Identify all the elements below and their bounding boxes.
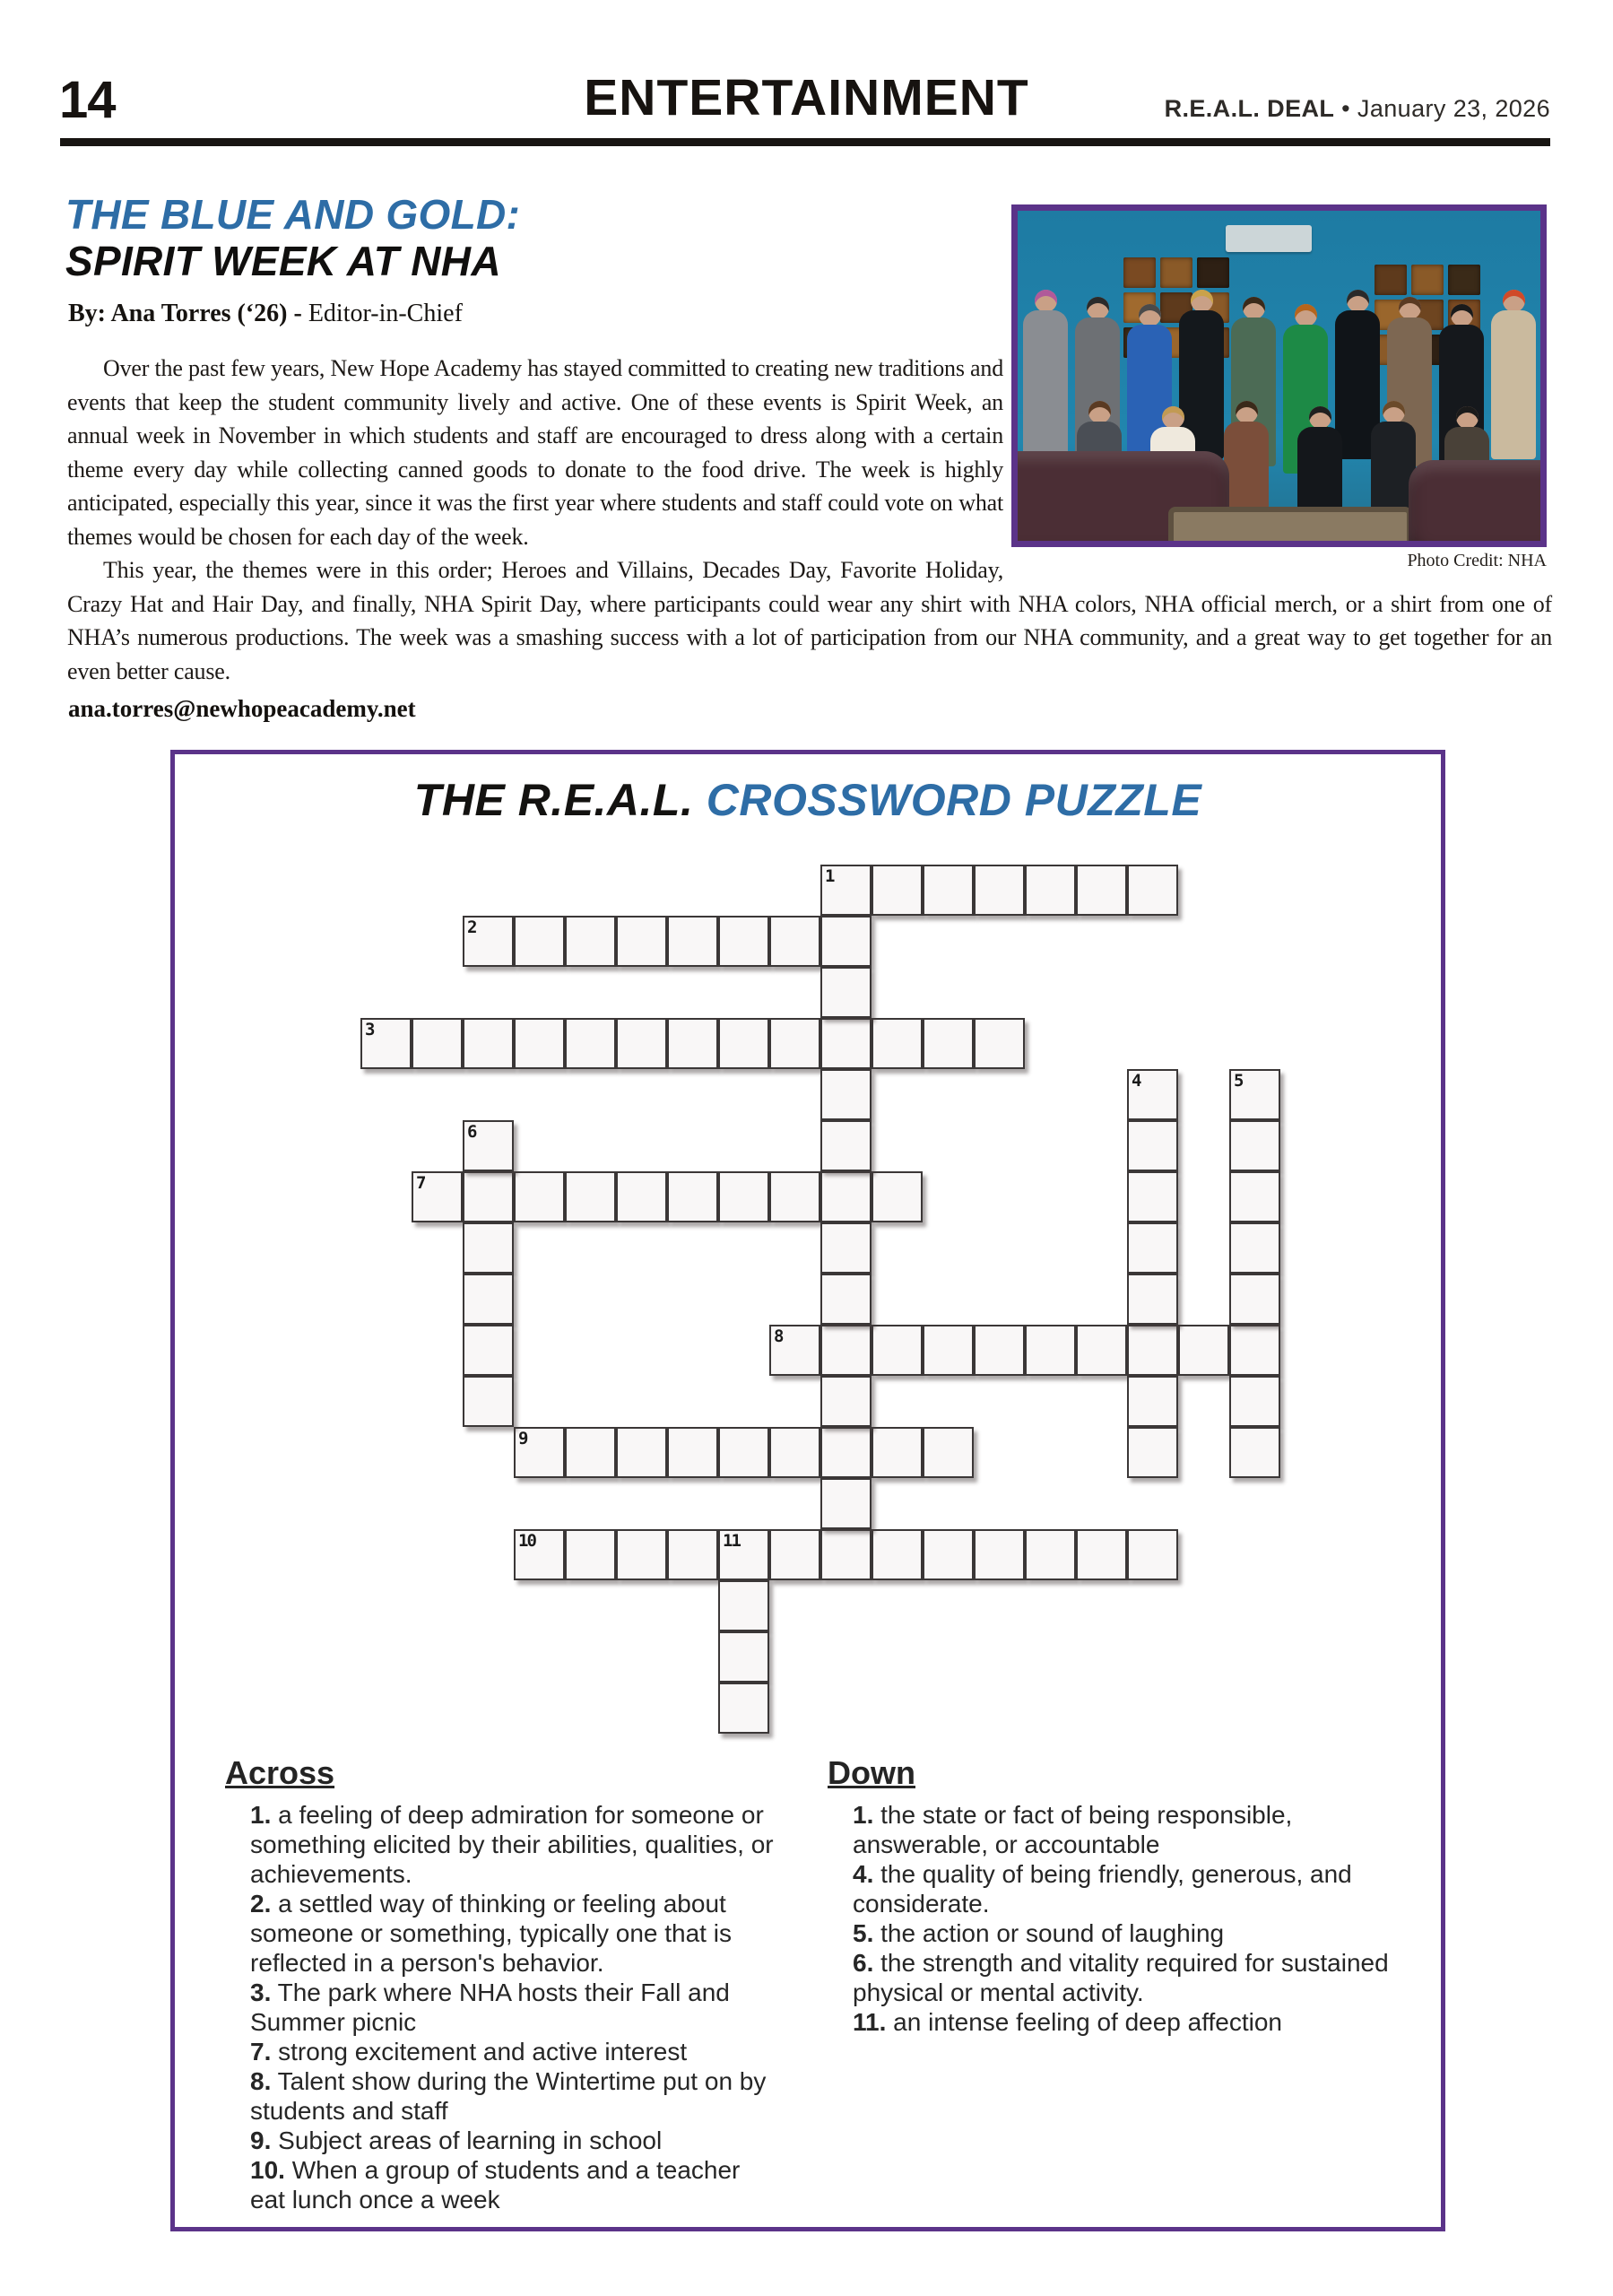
clue-number: 8. [250, 2067, 272, 2095]
crossword-cell[interactable] [667, 1171, 718, 1222]
crossword-cell[interactable] [820, 1529, 872, 1580]
clue-number: 1. [250, 1801, 272, 1829]
crossword-cell[interactable] [1025, 1325, 1076, 1376]
clue-number: 9. [250, 2126, 272, 2154]
crossword-cell[interactable] [1127, 1274, 1178, 1325]
crossword-cell-number: 10 [518, 1531, 535, 1551]
byline-role: Editor-in-Chief [308, 300, 463, 327]
clue-text: Talent show during the Wintertime put on by students and staff [250, 2067, 767, 2125]
body-paragraph-1: Over the past few years, New Hope Academy has stayed committed to creating new traditions and events that keep the student community lively and active. One of these events is Spirit Week, an annual week in November in which students and staff are encouraged to dress along with a certain theme every day while collecting canned goods to donate to the food drive. The week is highly anticipated, especially this year, since it was the first year where students and staff could vote on what themes would be chosen for each day of the week. [67, 355, 1003, 550]
clue-text: the quality of being friendly, generous, and considerate. [853, 1860, 1352, 1918]
crossword-cell[interactable] [1229, 1120, 1280, 1171]
crossword-cell[interactable] [974, 1529, 1025, 1580]
crossword-cell[interactable] [872, 1427, 923, 1478]
crossword-cell[interactable] [769, 1018, 820, 1069]
crossword-cell[interactable] [360, 1018, 412, 1069]
crossword-cell[interactable] [820, 916, 872, 967]
crossword-cell[interactable] [616, 1529, 667, 1580]
crossword-cell-number: 6 [467, 1122, 476, 1142]
crossword-cell[interactable] [1127, 1376, 1178, 1427]
crossword-cell[interactable] [718, 1018, 769, 1069]
crossword-cell[interactable] [820, 1171, 872, 1222]
crossword-cell-number: 8 [774, 1326, 783, 1346]
clue-number: 5. [853, 1919, 874, 1947]
crossword-box [170, 750, 1445, 2231]
clue-text: the strength and vitality required for sustained physical or mental activity. [853, 1949, 1389, 2006]
crossword-cell[interactable] [769, 1529, 820, 1580]
clue-number: 1. [853, 1801, 874, 1829]
crossword-cell[interactable] [1229, 1171, 1280, 1222]
crossword-title-blue: CROSSWORD PUZZLE [706, 775, 1202, 825]
crossword-cell[interactable] [769, 1171, 820, 1222]
clue-number: 3. [250, 1979, 272, 2006]
crossword-cell[interactable] [565, 916, 616, 967]
crossword-cell[interactable] [872, 1018, 923, 1069]
crossword-cell[interactable] [1178, 1325, 1229, 1376]
crossword-cell[interactable] [820, 1325, 872, 1376]
wall-vent [1226, 225, 1312, 252]
person-head [1139, 304, 1161, 326]
clue-item [828, 1800, 1401, 1859]
crossword-cell-number: 11 [723, 1531, 740, 1551]
crossword-cell[interactable] [1127, 1120, 1178, 1171]
crossword-cell[interactable] [463, 1018, 514, 1069]
clue-item [225, 1800, 777, 1889]
crossword-cell[interactable] [718, 1427, 769, 1478]
crossword-cell[interactable] [923, 865, 974, 916]
crossword-cell[interactable] [974, 865, 1025, 916]
crossword-cell[interactable] [820, 1120, 872, 1171]
crossword-cell[interactable] [565, 1427, 616, 1478]
crossword-cell[interactable] [1076, 1529, 1127, 1580]
crossword-cell-number: 1 [825, 866, 834, 886]
body-paragraph-2: This year, the themes were in this order; Heroes and Villains, Decades Day, Favorite Holiday, Crazy Hat and Hair Day, and finally, NHA Spirit Day, where participants could wear any shirt with NHA colors, NHA official merch, or a shirt from one of NHA’s numerous productions. The week was a smashing success with a lot of participation from our NHA community, and a great way to get together for an even better cause. [67, 557, 1552, 684]
clue-item [225, 1978, 777, 2037]
clue-text: the state or fact of being responsible, answerable, or accountable [853, 1801, 1293, 1858]
author-email: ana.torres@newhopeacademy.net [68, 695, 416, 722]
person-head [1087, 297, 1109, 319]
clue-item [828, 1859, 1401, 1918]
crossword-cell[interactable] [616, 1427, 667, 1478]
crossword-cell-number: 9 [518, 1429, 527, 1448]
crossword-cell[interactable] [616, 916, 667, 967]
wall-art-tile [1411, 265, 1444, 295]
person-head [1347, 290, 1369, 312]
crossword-cell[interactable] [923, 1325, 974, 1376]
crossword-cell[interactable] [514, 1529, 565, 1580]
crossword-cell[interactable] [1127, 1069, 1178, 1120]
byline [68, 300, 463, 328]
crossword-cell[interactable] [1127, 1529, 1178, 1580]
article-body [67, 352, 1552, 688]
crossword-cell[interactable] [412, 1171, 463, 1222]
clue-number: 4. [853, 1860, 874, 1888]
crossword-cell[interactable] [974, 1018, 1025, 1069]
photo-credit: Photo Credit: NHA [1407, 551, 1547, 570]
clue-item [225, 2066, 777, 2126]
across-clues [225, 1755, 777, 2214]
wall-art-tile [1160, 257, 1192, 288]
crossword-cell-number: 3 [365, 1020, 374, 1039]
crossword-cell[interactable] [872, 865, 923, 916]
crossword-cell[interactable] [667, 916, 718, 967]
crossword-cell[interactable] [463, 1274, 514, 1325]
crossword-cell[interactable] [872, 1325, 923, 1376]
article-title-line2: SPIRIT WEEK AT NHA [65, 238, 501, 284]
section-title: ENTERTAINMENT [584, 69, 1029, 126]
crossword-cell[interactable] [820, 1427, 872, 1478]
crossword-cell[interactable] [514, 1171, 565, 1222]
crossword-cell[interactable] [820, 1376, 872, 1427]
clue-text: an intense feeling of deep affection [886, 2008, 1282, 2036]
crossword-cell[interactable] [820, 1222, 872, 1274]
crossword-cell[interactable] [1127, 865, 1178, 916]
crossword-cell[interactable] [769, 1325, 820, 1376]
crossword-cell[interactable] [667, 1427, 718, 1478]
crossword-cell[interactable] [769, 1427, 820, 1478]
down-clues [828, 1755, 1401, 2037]
clue-text: the action or sound of laughing [873, 1919, 1225, 1947]
clue-text: a feeling of deep admiration for someone or something elicited by their abilities, qualities, or achievements. [250, 1801, 774, 1888]
crossword-cell[interactable] [463, 916, 514, 967]
crossword-cell[interactable] [1229, 1376, 1280, 1427]
clue-number: 10. [250, 2156, 285, 2184]
crossword-cell[interactable] [872, 1529, 923, 1580]
crossword-cell[interactable] [667, 1018, 718, 1069]
crossword-cell[interactable] [463, 1171, 514, 1222]
wall-art-tile [1197, 257, 1229, 288]
crossword-cell[interactable] [1076, 865, 1127, 916]
person-head [1503, 290, 1525, 312]
crossword-grid [360, 865, 1280, 1734]
clue-item [225, 2126, 777, 2155]
crossword-cell[interactable] [1229, 1325, 1280, 1376]
wall-art-tile [1123, 257, 1156, 288]
crossword-cell[interactable] [514, 916, 565, 967]
crossword-cell[interactable] [923, 1529, 974, 1580]
article-title-line1: THE BLUE AND GOLD: [65, 191, 521, 238]
clue-text: strong excitement and active interest [271, 2038, 688, 2066]
byline-author: By: Ana Torres (‘26) - [68, 300, 308, 327]
crossword-cell[interactable] [718, 1580, 769, 1631]
clue-text: Subject areas of learning in school [271, 2126, 663, 2154]
person-head [1399, 297, 1421, 319]
photo-wrap-spacer [1003, 352, 1552, 578]
clue-text: The park where NHA hosts their Fall and Summer picnic [250, 1979, 730, 2036]
crossword-cell[interactable] [718, 1529, 769, 1580]
crossword-cell[interactable] [565, 1171, 616, 1222]
person-head [1295, 304, 1317, 326]
clue-text: When a group of students and a teacher eat lunch once a week [250, 2156, 741, 2213]
crossword-cell[interactable] [718, 1171, 769, 1222]
crossword-cell[interactable] [769, 916, 820, 967]
crossword-cell[interactable] [820, 1069, 872, 1120]
crossword-cell[interactable] [1229, 1274, 1280, 1325]
person-head [1035, 290, 1057, 312]
clue-number: 2. [250, 1890, 272, 1918]
crossword-title-black: THE R.E.A.L. [413, 775, 707, 825]
crossword-cell[interactable] [1076, 1325, 1127, 1376]
crossword-cell[interactable] [667, 1529, 718, 1580]
clue-number: 6. [853, 1949, 874, 1977]
crossword-cell[interactable] [820, 967, 872, 1018]
down-heading: Down [828, 1754, 915, 1791]
across-heading: Across [225, 1754, 335, 1791]
clue-item [828, 1948, 1401, 2007]
crossword-title [175, 774, 1441, 826]
crossword-cell[interactable] [974, 1325, 1025, 1376]
crossword-cell-number: 2 [467, 918, 476, 937]
crossword-cell[interactable] [1025, 1529, 1076, 1580]
clue-item [828, 2007, 1401, 2037]
crossword-cell[interactable] [1127, 1171, 1178, 1222]
crossword-cell[interactable] [923, 1018, 974, 1069]
crossword-cell[interactable] [565, 1529, 616, 1580]
crossword-cell[interactable] [1025, 865, 1076, 916]
crossword-cell[interactable] [463, 1376, 514, 1427]
crossword-cell[interactable] [820, 865, 872, 916]
crossword-cell[interactable] [820, 1274, 872, 1325]
clue-item [225, 2155, 777, 2214]
crossword-cell[interactable] [463, 1325, 514, 1376]
crossword-cell[interactable] [1127, 1325, 1178, 1376]
crossword-cell-number: 5 [1234, 1071, 1243, 1091]
page-number: 14 [59, 71, 116, 129]
crossword-cell[interactable] [923, 1427, 974, 1478]
person-head [1191, 290, 1213, 312]
clue-number: 11. [853, 2008, 887, 2036]
crossword-cell[interactable] [718, 916, 769, 967]
crossword-cell[interactable] [820, 1018, 872, 1069]
crossword-cell[interactable] [1229, 1222, 1280, 1274]
crossword-cell[interactable] [463, 1120, 514, 1171]
crossword-cell-number: 7 [416, 1173, 425, 1193]
crossword-cell[interactable] [1229, 1069, 1280, 1120]
crossword-cell[interactable] [514, 1018, 565, 1069]
crossword-cell[interactable] [1127, 1222, 1178, 1274]
crossword-cell-number: 4 [1132, 1071, 1140, 1091]
crossword-cell[interactable] [1127, 1427, 1178, 1478]
masthead-date [1165, 95, 1550, 123]
clue-number: 7. [250, 2038, 272, 2066]
masthead-date-text: • January 23, 2026 [1334, 95, 1550, 122]
crossword-cell[interactable] [718, 1631, 769, 1683]
crossword-cell[interactable] [616, 1018, 667, 1069]
crossword-cell[interactable] [616, 1171, 667, 1222]
crossword-cell[interactable] [412, 1018, 463, 1069]
crossword-cell[interactable] [514, 1427, 565, 1478]
crossword-cell[interactable] [565, 1018, 616, 1069]
crossword-cell[interactable] [463, 1222, 514, 1274]
crossword-cell[interactable] [820, 1478, 872, 1529]
person-head [1451, 304, 1473, 326]
clue-text: a settled way of thinking or feeling about someone or something, typically one that is reflected in a person's behavior. [250, 1890, 732, 1977]
header-rule [60, 138, 1550, 146]
crossword-cell[interactable] [718, 1683, 769, 1734]
masthead-name: R.E.A.L. DEAL [1164, 95, 1335, 122]
crossword-cell[interactable] [872, 1171, 923, 1222]
crossword-cell[interactable] [1229, 1427, 1280, 1478]
clue-item [225, 1889, 777, 1978]
clue-item [828, 1918, 1401, 1948]
wall-art-tile [1448, 265, 1480, 295]
clue-item [225, 2037, 777, 2066]
person-head [1243, 297, 1265, 319]
